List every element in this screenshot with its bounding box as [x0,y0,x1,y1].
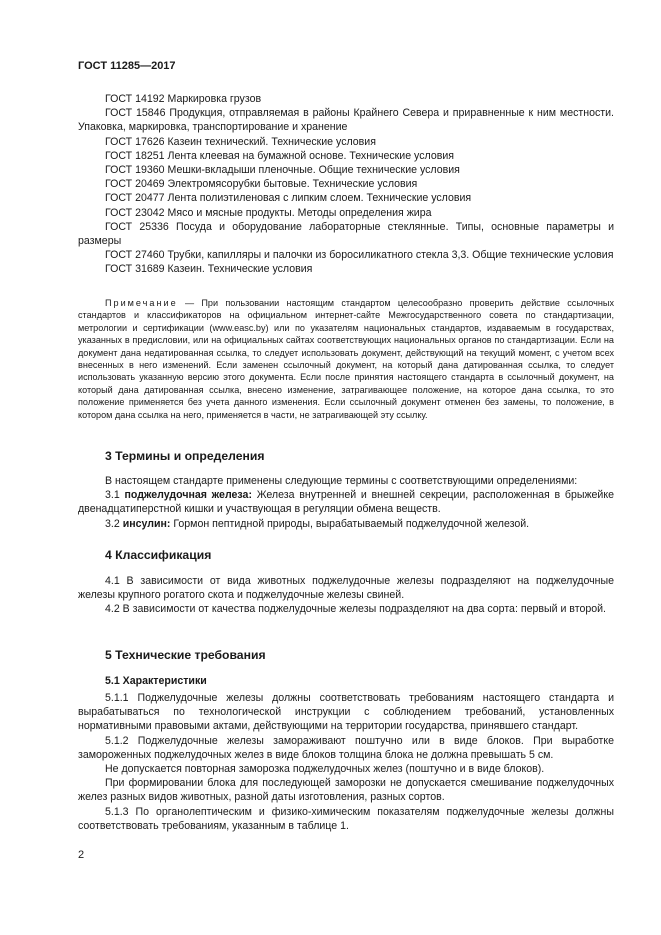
clause-4-1: 4.1 В зависимости от вида животных поджелудочные железы подразделяют на поджелудочные железы крупного рогатого скота и поджелудочные железы свиней. [78,575,614,602]
document-header: ГОСТ 11285—2017 [78,60,176,72]
reference-item: ГОСТ 14192 Маркировка грузов [105,93,262,105]
section-4-heading: 4 Классификация [105,548,212,562]
normative-references-list [78,92,614,277]
reference-item: ГОСТ 20469 Электромясорубки бытовые. Технические условия [105,178,418,191]
clause-5-1-2: 5.1.2 Поджелудочные железы замораживают поштучно или в виде блоков. При выработке замороженных поджелудочных желез в виде блоков толщина блока не должна превышать 5 см. [78,734,614,761]
reference-item: ГОСТ 18251 Лента клеевая на бумажной основе. Технические условия [105,149,455,162]
clause-5-1-3: 5.1.3 По органолептическим и физико-химическим показателям поджелудочные железы должны соответствовать требованиям, указанным в таблице 1. [78,805,614,832]
page-number: 2 [78,849,85,861]
reference-item: ГОСТ 31689 Казеин. Технические условия [105,263,313,276]
section-5-body [78,691,614,833]
clause-5-1-1: 5.1.1 Поджелудочные железы должны соответствовать требованиям настоящего стандарта и вырабатываться по технологической инструкции с соблюдением требований, установленных нормативными правовыми актами, действующими на территории государства, принявшего стандарт. [78,692,614,733]
note-label: Примечание [105,298,178,308]
section-4-body [78,574,614,617]
clause-4-2: 4.2 В зависимости от качества поджелудочные железы подразделяют на два сорта: первый и второй. [105,603,606,616]
reference-item: ГОСТ 25336 Посуда и оборудование лабораторные стеклянные. Типы, основные параметры и размеры [78,220,614,248]
reference-item: ГОСТ 20477 Лента полиэтиленовая с липким слоем. Технические условия [105,192,472,205]
term-insulin: 3.2 инсулин: Гормон пептидной природы, вырабатываемый поджелудочной железой. [105,517,530,530]
reference-item: ГОСТ 27460 Трубки, капилляры и палочки из боросиликатного стекла 3,3. Общие технические условия [105,249,614,262]
term-insulin-pancreas: 3.1 поджелудочная железа: Железа внутренней и внешней секреции, расположенная в брыжейке двенадцатиперстной кишки и участвующая в регуляции обмена веществ. [78,489,614,516]
clause-5-1-2-refreeze: Не допускается повторная заморозка поджелудочных желез (поштучно и в виде блоков). [105,763,545,776]
section-5-heading: 5 Технические требования [105,648,266,662]
section-3-body [78,474,614,531]
section-3-intro: В настоящем стандарте применены следующие термины с соответствующими определениями: [105,475,578,487]
note-text: — При пользовании настоящим стандартом целесообразно проверить действие ссылочных стандартов и классификаторов на официальном интернет-сайте Межгосударственного совета по стандартизации, метрологии и сертификации (www.easc.by) или по указателям национальных стандартов, издаваемым в государствах, указанных в предисловии, или на официальных сайтах соответствующих национальных органов по стандартизации. Если на документ дана недатированная ссылка, то следует использовать документ, действующий на текущий момент, с учетом всех внесенных в него изменений. Если заменен ссылочный документ, на который дана датированная ссылка, то следует использовать указанную версию этого документа. Если после принятия настоящего стандарта в ссылочный документ, на который дана датированная ссылка, внесено изменение, затрагивающее положение, на которое дана ссылка, то это положение применяется без учета данного изменения. Если ссылочный документ отменен без замены, то положение, в котором дана ссылка на него, применяется в части, не затрагивающей эту ссылку. [78,298,615,420]
reference-item: ГОСТ 15846 Продукция, отправляемая в районы Крайнего Севера и приравненные к ним местности. Упаковка, маркировка, транспортирование и хранение [78,107,614,134]
clause-5-1-2-mixing: При формировании блока для последующей заморозки не допускается смешивание поджелудочных желез разных видов животных, разной даты изготовления, разных сортов. [78,777,614,804]
reference-item: ГОСТ 19360 Мешки-вкладыши пленочные. Общие технические условия [105,164,460,177]
reference-item: ГОСТ 23042 Мясо и мясные продукты. Методы определения жира [105,206,432,219]
note-paragraph [78,297,614,421]
section-3-heading: 3 Термины и определения [105,449,265,463]
reference-item: ГОСТ 17626 Казеин технический. Технические условия [105,135,376,148]
subsection-5-1-heading: 5.1 Характеристики [105,675,207,687]
